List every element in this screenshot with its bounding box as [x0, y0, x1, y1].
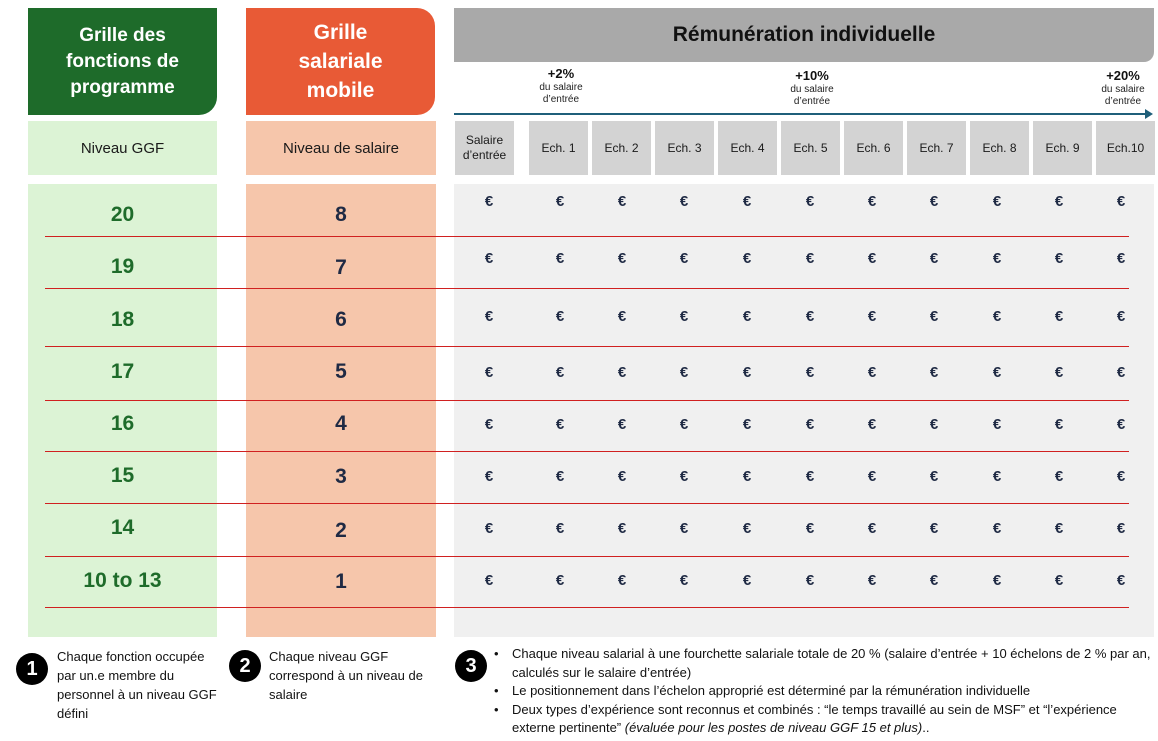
marker-20pct: [1094, 68, 1152, 108]
euro-cell: €: [679, 308, 689, 325]
euro-cell: €: [805, 520, 815, 537]
salary-level: 6: [335, 308, 347, 331]
euro-cell: €: [1054, 364, 1064, 381]
ggf-levels-column: [28, 184, 217, 637]
euro-cell: €: [484, 520, 494, 537]
marker-note: du salaire: [790, 84, 834, 95]
step-ech-2: Ech. 2: [592, 121, 651, 175]
euro-cell: €: [805, 193, 815, 210]
row-divider: [45, 400, 1129, 401]
euro-cell: €: [1116, 250, 1126, 267]
marker-note: du salaire: [539, 82, 583, 93]
euro-cell: €: [555, 193, 565, 210]
salary-levels-column: [246, 184, 436, 637]
note-2-text: Chaque niveau GGF correspond à un niveau de salaire: [269, 649, 423, 702]
euro-cell: €: [555, 250, 565, 267]
euro-cell: €: [742, 520, 752, 537]
euro-cell: €: [867, 572, 877, 589]
euro-cell: €: [555, 572, 565, 589]
euro-cell: €: [617, 364, 627, 381]
euro-cell: €: [555, 416, 565, 433]
salary-level: 3: [335, 465, 347, 488]
note-3-bullet: [490, 645, 1158, 682]
row-divider: [45, 236, 1129, 237]
note-1-text: Chaque fonction occupée par un.e membre du personnel à un niveau GGF défini: [57, 649, 217, 721]
euro-cell: €: [484, 250, 494, 267]
note-number-1: 1: [16, 653, 48, 685]
euro-cell: €: [617, 520, 627, 537]
note-3-end: ..: [922, 720, 930, 735]
step-ech-4: Ech. 4: [718, 121, 777, 175]
note-3-bullet: [490, 682, 1158, 701]
row-divider: [45, 451, 1129, 452]
euro-cell: €: [555, 520, 565, 537]
euro-cell: €: [867, 520, 877, 537]
note-3-bullet-text: Deux types d’expérience sont reconnus et combinés : “le temps travaillé au sein de MSF” et “l’expérience externe pertinente”: [512, 701, 1117, 735]
euro-cell: €: [1116, 416, 1126, 433]
step-ech-3: Ech. 3: [655, 121, 714, 175]
ggf-grid-header: Grille des fonctions de programme: [28, 8, 217, 115]
euro-cell: €: [929, 250, 939, 267]
euro-cell: €: [742, 193, 752, 210]
euro-cell: €: [992, 468, 1002, 485]
note-3-bullet: [490, 701, 1158, 738]
euro-cell: €: [617, 193, 627, 210]
euro-cell: €: [742, 308, 752, 325]
ggf-level: 18: [110, 308, 135, 331]
euro-cell: €: [484, 468, 494, 485]
note-3-italic: (évaluée pour les postes de niveau GGF 15 et plus): [624, 720, 923, 735]
ggf-level: 19: [110, 255, 135, 278]
euro-cell: €: [617, 572, 627, 589]
step-entry: Salaire d’entrée: [455, 121, 514, 175]
marker-10pct: [782, 68, 842, 108]
euro-cell: €: [929, 193, 939, 210]
ggf-level: 17: [110, 360, 135, 383]
marker-value: +20%: [1106, 68, 1140, 83]
euro-cell: €: [679, 520, 689, 537]
euro-cell: €: [484, 193, 494, 210]
step-ech-10: Ech.10: [1096, 121, 1155, 175]
ggf-level: 20: [110, 203, 135, 226]
arrow-right-icon: [1145, 109, 1153, 119]
remuneration-grid: [454, 184, 1154, 637]
euro-cell: €: [742, 364, 752, 381]
euro-cell: €: [867, 416, 877, 433]
euro-cell: €: [1054, 572, 1064, 589]
euro-cell: €: [929, 364, 939, 381]
row-divider: [45, 288, 1129, 289]
euro-cell: €: [555, 308, 565, 325]
salary-level: 1: [335, 570, 347, 593]
progression-arrow-line: [454, 113, 1146, 115]
ggf-level: 10 to 13: [83, 569, 162, 592]
euro-cell: €: [805, 364, 815, 381]
euro-cell: €: [867, 250, 877, 267]
salary-level: 4: [335, 412, 347, 435]
salary-level: 8: [335, 203, 347, 226]
euro-cell: €: [555, 364, 565, 381]
euro-cell: €: [992, 193, 1002, 210]
euro-cell: €: [679, 193, 689, 210]
step-ech-7: Ech. 7: [907, 121, 966, 175]
marker-note: d’entrée: [793, 96, 831, 107]
ggf-level: 16: [110, 412, 135, 435]
euro-cell: €: [805, 572, 815, 589]
row-divider: [45, 607, 1129, 608]
euro-cell: €: [1116, 308, 1126, 325]
salary-level: 7: [335, 256, 347, 279]
euro-cell: €: [1116, 520, 1126, 537]
euro-cell: €: [992, 308, 1002, 325]
euro-cell: €: [1116, 468, 1126, 485]
salary-grid-header: Grille salariale mobile: [246, 8, 435, 115]
euro-cell: €: [992, 250, 1002, 267]
ggf-level: 15: [110, 464, 135, 487]
euro-cell: €: [1054, 250, 1064, 267]
salary-level-subheader: Niveau de salaire: [246, 121, 436, 175]
euro-cell: €: [929, 520, 939, 537]
ggf-level-subheader: Niveau GGF: [28, 121, 217, 175]
euro-cell: €: [617, 416, 627, 433]
note-3-list: [490, 645, 1158, 738]
euro-cell: €: [1054, 416, 1064, 433]
euro-cell: €: [1054, 308, 1064, 325]
euro-cell: €: [805, 468, 815, 485]
euro-cell: €: [679, 416, 689, 433]
euro-cell: €: [484, 416, 494, 433]
euro-cell: €: [867, 308, 877, 325]
marker-note: d’entrée: [542, 94, 580, 105]
euro-cell: €: [617, 250, 627, 267]
step-ech-1: Ech. 1: [529, 121, 588, 175]
note-number-2: 2: [229, 650, 261, 682]
euro-cell: €: [929, 308, 939, 325]
step-ech-9: Ech. 9: [1033, 121, 1092, 175]
euro-cell: €: [617, 308, 627, 325]
euro-cell: €: [742, 250, 752, 267]
euro-cell: €: [805, 308, 815, 325]
euro-cell: €: [679, 572, 689, 589]
row-divider: [45, 556, 1129, 557]
euro-cell: €: [805, 250, 815, 267]
row-divider: [45, 346, 1129, 347]
euro-cell: €: [1116, 572, 1126, 589]
salary-level: 5: [335, 360, 347, 383]
euro-cell: €: [555, 468, 565, 485]
euro-cell: €: [992, 572, 1002, 589]
euro-cell: €: [992, 520, 1002, 537]
remuneration-header: Rémunération individuelle: [454, 8, 1154, 62]
note-number-3: 3: [455, 650, 487, 682]
marker-value: +10%: [795, 68, 829, 83]
note-3-bullet-text: Chaque niveau salarial à une fourchette salariale totale de 20 % (salaire d’entrée + 10 échelons de 2 % par an, calculés sur le salaire d’entrée): [512, 646, 1151, 680]
euro-cell: €: [929, 572, 939, 589]
euro-cell: €: [1116, 193, 1126, 210]
euro-cell: €: [484, 364, 494, 381]
euro-cell: €: [867, 468, 877, 485]
euro-cell: €: [742, 468, 752, 485]
euro-cell: €: [679, 468, 689, 485]
salary-level: 2: [335, 519, 347, 542]
euro-cell: €: [867, 364, 877, 381]
euro-cell: €: [679, 250, 689, 267]
euro-cell: €: [929, 468, 939, 485]
euro-cell: €: [805, 416, 815, 433]
euro-cell: €: [742, 416, 752, 433]
euro-cell: €: [1054, 468, 1064, 485]
marker-value: +2%: [547, 66, 575, 81]
euro-cell: €: [992, 364, 1002, 381]
euro-cell: €: [867, 193, 877, 210]
euro-cell: €: [1054, 193, 1064, 210]
step-ech-6: Ech. 6: [844, 121, 903, 175]
marker-note: du salaire: [1101, 84, 1145, 95]
step-ech-8: Ech. 8: [970, 121, 1029, 175]
euro-cell: €: [617, 468, 627, 485]
euro-cell: €: [742, 572, 752, 589]
euro-cell: €: [484, 572, 494, 589]
marker-note: d’entrée: [1104, 96, 1142, 107]
euro-cell: €: [484, 308, 494, 325]
ggf-level: 14: [110, 516, 135, 539]
euro-cell: €: [992, 416, 1002, 433]
marker-2pct: [531, 66, 591, 106]
row-divider: [45, 503, 1129, 504]
step-ech-5: Ech. 5: [781, 121, 840, 175]
euro-cell: €: [1116, 364, 1126, 381]
euro-cell: €: [1054, 520, 1064, 537]
euro-cell: €: [929, 416, 939, 433]
euro-cell: €: [679, 364, 689, 381]
note-3-bullet-text: Le positionnement dans l’échelon approprié est déterminé par la rémunération individuelle: [512, 683, 1031, 698]
